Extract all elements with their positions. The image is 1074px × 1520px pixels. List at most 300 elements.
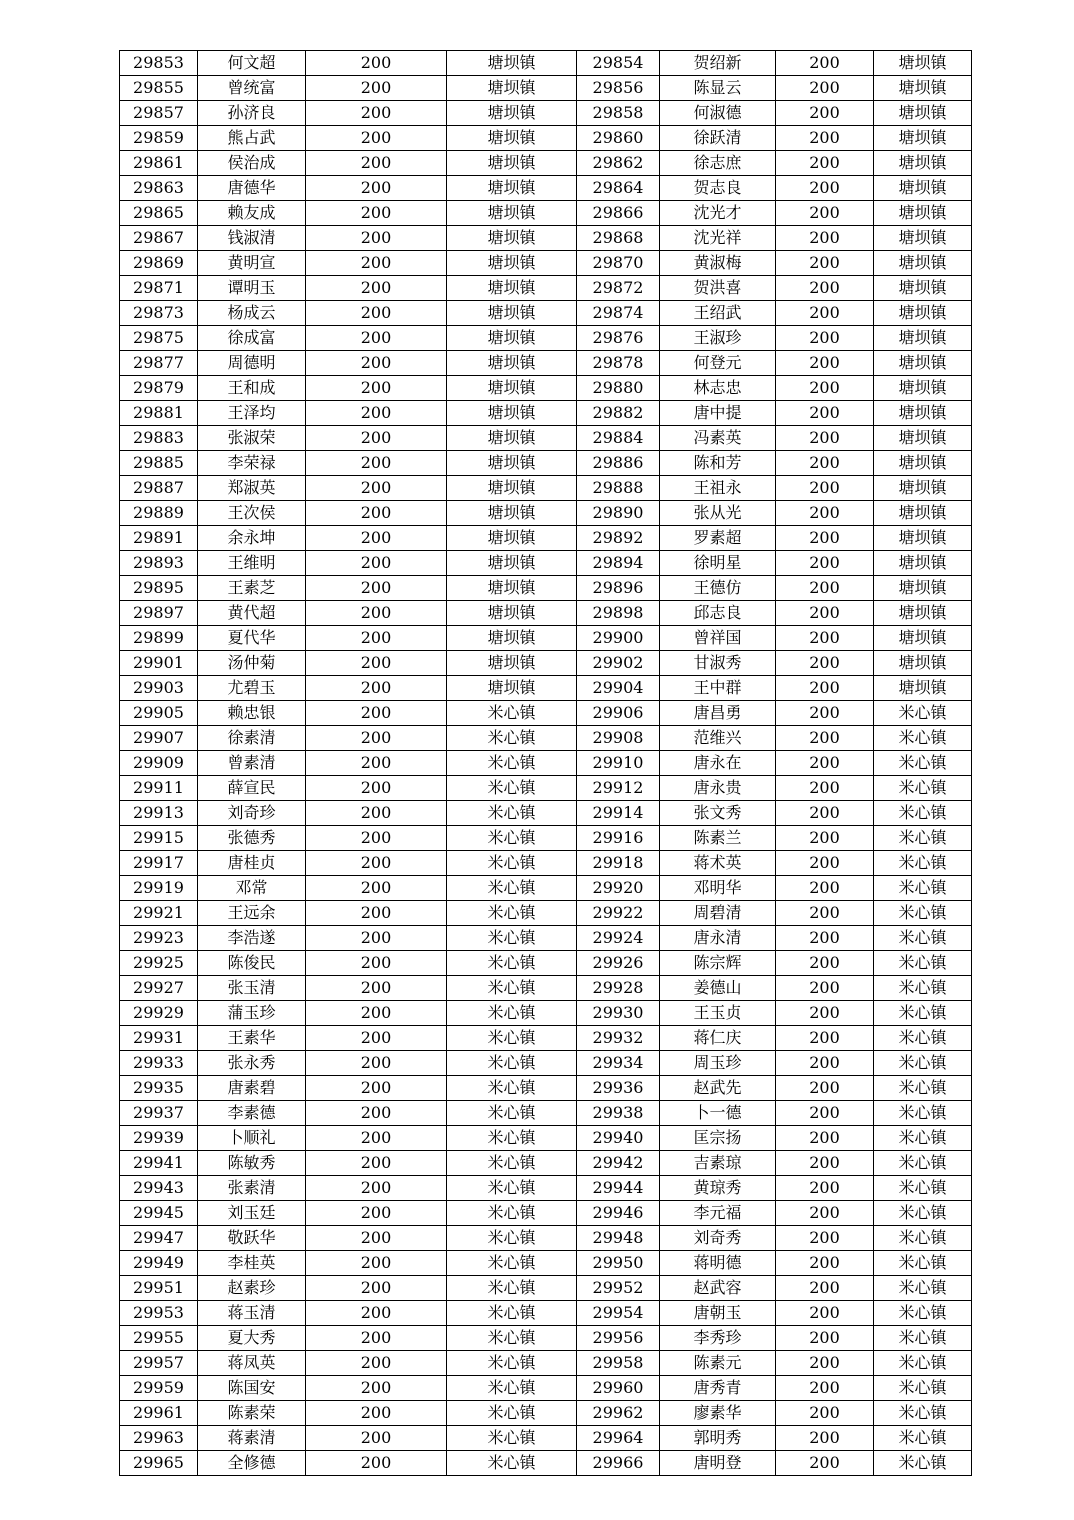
id-cell: 29904 (577, 676, 660, 701)
id-cell: 29868 (577, 226, 660, 251)
town-cell: 米心镇 (447, 951, 577, 976)
id-cell: 29915 (120, 826, 198, 851)
amount-cell: 200 (306, 1401, 447, 1426)
name-cell: 唐昌勇 (660, 701, 776, 726)
name-cell: 周玉珍 (660, 1051, 776, 1076)
table-row (120, 676, 972, 701)
town-cell: 米心镇 (447, 876, 577, 901)
amount-cell: 200 (776, 1376, 874, 1401)
town-cell: 塘坝镇 (874, 501, 972, 526)
table-row (120, 926, 972, 951)
id-cell: 29857 (120, 101, 198, 126)
id-cell: 29916 (577, 826, 660, 851)
name-cell: 陈俊民 (198, 951, 306, 976)
town-cell: 塘坝镇 (874, 151, 972, 176)
table-row (120, 901, 972, 926)
name-cell: 李素德 (198, 1101, 306, 1126)
id-cell: 29960 (577, 1376, 660, 1401)
amount-cell: 200 (306, 201, 447, 226)
id-cell: 29877 (120, 351, 198, 376)
table-row (120, 226, 972, 251)
amount-cell: 200 (306, 251, 447, 276)
town-cell: 塘坝镇 (447, 326, 577, 351)
amount-cell: 200 (306, 1376, 447, 1401)
table-row (120, 726, 972, 751)
town-cell: 塘坝镇 (447, 226, 577, 251)
id-cell: 29882 (577, 401, 660, 426)
table-row (120, 51, 972, 76)
amount-cell: 200 (776, 951, 874, 976)
amount-cell: 200 (776, 1351, 874, 1376)
town-cell: 米心镇 (874, 1401, 972, 1426)
town-cell: 米心镇 (447, 1351, 577, 1376)
amount-cell: 200 (306, 1176, 447, 1201)
town-cell: 米心镇 (874, 801, 972, 826)
amount-cell: 200 (776, 151, 874, 176)
amount-cell: 200 (306, 1301, 447, 1326)
name-cell: 唐素碧 (198, 1076, 306, 1101)
name-cell: 廖素华 (660, 1401, 776, 1426)
table-row (120, 1451, 972, 1476)
table-row (120, 276, 972, 301)
id-cell: 29951 (120, 1276, 198, 1301)
amount-cell: 200 (776, 376, 874, 401)
table-row (120, 1101, 972, 1126)
table-row (120, 851, 972, 876)
id-cell: 29934 (577, 1051, 660, 1076)
amount-cell: 200 (306, 1251, 447, 1276)
name-cell: 蒋玉清 (198, 1301, 306, 1326)
amount-cell: 200 (306, 601, 447, 626)
table-row (120, 401, 972, 426)
amount-cell: 200 (776, 1126, 874, 1151)
id-cell: 29869 (120, 251, 198, 276)
id-cell: 29955 (120, 1326, 198, 1351)
name-cell: 甘淑秀 (660, 651, 776, 676)
amount-cell: 200 (306, 651, 447, 676)
id-cell: 29963 (120, 1426, 198, 1451)
town-cell: 塘坝镇 (447, 501, 577, 526)
name-cell: 张永秀 (198, 1051, 306, 1076)
name-cell: 王德仿 (660, 576, 776, 601)
id-cell: 29938 (577, 1101, 660, 1126)
table-row (120, 1351, 972, 1376)
town-cell: 米心镇 (447, 851, 577, 876)
id-cell: 29919 (120, 876, 198, 901)
name-cell: 张素清 (198, 1176, 306, 1201)
table-row (120, 251, 972, 276)
name-cell: 贺志良 (660, 176, 776, 201)
amount-cell: 200 (776, 726, 874, 751)
name-cell: 李秀珍 (660, 1326, 776, 1351)
amount-cell: 200 (306, 1276, 447, 1301)
name-cell: 陈敏秀 (198, 1151, 306, 1176)
id-cell: 29894 (577, 551, 660, 576)
amount-cell: 200 (776, 501, 874, 526)
amount-cell: 200 (306, 1076, 447, 1101)
table-body (120, 51, 972, 1476)
amount-cell: 200 (306, 1026, 447, 1051)
amount-cell: 200 (306, 1326, 447, 1351)
name-cell: 邓明华 (660, 876, 776, 901)
name-cell: 李荣禄 (198, 451, 306, 476)
table-row (120, 701, 972, 726)
id-cell: 29873 (120, 301, 198, 326)
name-cell: 陈素荣 (198, 1401, 306, 1426)
amount-cell: 200 (776, 76, 874, 101)
town-cell: 米心镇 (447, 1101, 577, 1126)
id-cell: 29881 (120, 401, 198, 426)
amount-cell: 200 (306, 476, 447, 501)
id-cell: 29891 (120, 526, 198, 551)
name-cell: 李浩遂 (198, 926, 306, 951)
id-cell: 29886 (577, 451, 660, 476)
town-cell: 米心镇 (447, 1201, 577, 1226)
town-cell: 米心镇 (874, 1451, 972, 1476)
name-cell: 王玉贞 (660, 1001, 776, 1026)
name-cell: 李桂英 (198, 1251, 306, 1276)
table-row (120, 976, 972, 1001)
id-cell: 29879 (120, 376, 198, 401)
name-cell: 赵素珍 (198, 1276, 306, 1301)
amount-cell: 200 (306, 751, 447, 776)
name-cell: 周德明 (198, 351, 306, 376)
town-cell: 塘坝镇 (874, 176, 972, 201)
town-cell: 米心镇 (874, 1176, 972, 1201)
town-cell: 塘坝镇 (447, 201, 577, 226)
town-cell: 塘坝镇 (447, 176, 577, 201)
name-cell: 陈和芳 (660, 451, 776, 476)
amount-cell: 200 (776, 1151, 874, 1176)
table-row (120, 1226, 972, 1251)
amount-cell: 200 (776, 901, 874, 926)
amount-cell: 200 (306, 351, 447, 376)
table-row (120, 651, 972, 676)
town-cell: 米心镇 (447, 701, 577, 726)
town-cell: 塘坝镇 (874, 676, 972, 701)
table-row (120, 776, 972, 801)
name-cell: 何淑德 (660, 101, 776, 126)
name-cell: 赖忠银 (198, 701, 306, 726)
name-cell: 刘奇秀 (660, 1226, 776, 1251)
id-cell: 29898 (577, 601, 660, 626)
amount-cell: 200 (306, 526, 447, 551)
id-cell: 29950 (577, 1251, 660, 1276)
id-cell: 29895 (120, 576, 198, 601)
amount-cell: 200 (776, 326, 874, 351)
table-row (120, 1051, 972, 1076)
id-cell: 29863 (120, 176, 198, 201)
amount-cell: 200 (776, 1026, 874, 1051)
amount-cell: 200 (776, 126, 874, 151)
town-cell: 塘坝镇 (447, 51, 577, 76)
town-cell: 米心镇 (447, 1051, 577, 1076)
amount-cell: 200 (306, 76, 447, 101)
table-row (120, 1176, 972, 1201)
name-cell: 何文超 (198, 51, 306, 76)
id-cell: 29872 (577, 276, 660, 301)
id-cell: 29892 (577, 526, 660, 551)
name-cell: 徐素清 (198, 726, 306, 751)
id-cell: 29887 (120, 476, 198, 501)
id-cell: 29952 (577, 1276, 660, 1301)
town-cell: 米心镇 (447, 1251, 577, 1276)
name-cell: 王次侯 (198, 501, 306, 526)
name-cell: 曾统富 (198, 76, 306, 101)
name-cell: 贺绍新 (660, 51, 776, 76)
town-cell: 塘坝镇 (447, 676, 577, 701)
town-cell: 米心镇 (874, 926, 972, 951)
name-cell: 冯素英 (660, 426, 776, 451)
id-cell: 29943 (120, 1176, 198, 1201)
amount-cell: 200 (306, 176, 447, 201)
name-cell: 夏大秀 (198, 1326, 306, 1351)
table-row (120, 1201, 972, 1226)
name-cell: 卜一德 (660, 1101, 776, 1126)
name-cell: 唐桂贞 (198, 851, 306, 876)
town-cell: 塘坝镇 (874, 301, 972, 326)
name-cell: 周碧清 (660, 901, 776, 926)
town-cell: 塘坝镇 (447, 451, 577, 476)
id-cell: 29965 (120, 1451, 198, 1476)
id-cell: 29946 (577, 1201, 660, 1226)
town-cell: 塘坝镇 (874, 101, 972, 126)
id-cell: 29880 (577, 376, 660, 401)
town-cell: 米心镇 (874, 876, 972, 901)
id-cell: 29939 (120, 1126, 198, 1151)
town-cell: 米心镇 (874, 1276, 972, 1301)
name-cell: 王祖永 (660, 476, 776, 501)
id-cell: 29901 (120, 651, 198, 676)
name-cell: 蒋仁庆 (660, 1026, 776, 1051)
table-row (120, 576, 972, 601)
amount-cell: 200 (306, 126, 447, 151)
name-cell: 陈素兰 (660, 826, 776, 851)
amount-cell: 200 (306, 326, 447, 351)
id-cell: 29966 (577, 1451, 660, 1476)
name-cell: 王素芝 (198, 576, 306, 601)
amount-cell: 200 (306, 426, 447, 451)
name-cell: 唐秀青 (660, 1376, 776, 1401)
id-cell: 29944 (577, 1176, 660, 1201)
name-cell: 徐志庶 (660, 151, 776, 176)
id-cell: 29876 (577, 326, 660, 351)
id-cell: 29911 (120, 776, 198, 801)
amount-cell: 200 (776, 1276, 874, 1301)
amount-cell: 200 (776, 426, 874, 451)
amount-cell: 200 (306, 276, 447, 301)
amount-cell: 200 (306, 501, 447, 526)
amount-cell: 200 (776, 1001, 874, 1026)
amount-cell: 200 (776, 601, 874, 626)
town-cell: 塘坝镇 (874, 201, 972, 226)
name-cell: 何登元 (660, 351, 776, 376)
id-cell: 29917 (120, 851, 198, 876)
id-cell: 29942 (577, 1151, 660, 1176)
amount-cell: 200 (306, 876, 447, 901)
amount-cell: 200 (306, 451, 447, 476)
amount-cell: 200 (776, 1251, 874, 1276)
town-cell: 塘坝镇 (874, 351, 972, 376)
id-cell: 29864 (577, 176, 660, 201)
id-cell: 29874 (577, 301, 660, 326)
name-cell: 赵武先 (660, 1076, 776, 1101)
id-cell: 29855 (120, 76, 198, 101)
id-cell: 29888 (577, 476, 660, 501)
town-cell: 米心镇 (874, 976, 972, 1001)
town-cell: 塘坝镇 (447, 551, 577, 576)
id-cell: 29903 (120, 676, 198, 701)
name-cell: 陈国安 (198, 1376, 306, 1401)
name-cell: 唐永清 (660, 926, 776, 951)
name-cell: 蒋术英 (660, 851, 776, 876)
name-cell: 敬跃华 (198, 1226, 306, 1251)
name-cell: 唐明登 (660, 1451, 776, 1476)
name-cell: 蒋凤英 (198, 1351, 306, 1376)
name-cell: 曾祥国 (660, 626, 776, 651)
table-row (120, 1326, 972, 1351)
amount-cell: 200 (776, 1051, 874, 1076)
town-cell: 塘坝镇 (447, 476, 577, 501)
town-cell: 塘坝镇 (874, 626, 972, 651)
id-cell: 29890 (577, 501, 660, 526)
town-cell: 塘坝镇 (874, 526, 972, 551)
amount-cell: 200 (776, 1301, 874, 1326)
table-row (120, 476, 972, 501)
name-cell: 张玉清 (198, 976, 306, 1001)
data-table (119, 50, 972, 1476)
id-cell: 29860 (577, 126, 660, 151)
town-cell: 塘坝镇 (874, 126, 972, 151)
id-cell: 29929 (120, 1001, 198, 1026)
town-cell: 米心镇 (447, 1126, 577, 1151)
table-row (120, 1126, 972, 1151)
town-cell: 米心镇 (874, 851, 972, 876)
town-cell: 米心镇 (874, 1351, 972, 1376)
town-cell: 塘坝镇 (874, 426, 972, 451)
name-cell: 王淑珍 (660, 326, 776, 351)
id-cell: 29902 (577, 651, 660, 676)
town-cell: 塘坝镇 (874, 251, 972, 276)
town-cell: 塘坝镇 (447, 626, 577, 651)
town-cell: 塘坝镇 (874, 476, 972, 501)
id-cell: 29924 (577, 926, 660, 951)
id-cell: 29912 (577, 776, 660, 801)
name-cell: 唐朝玉 (660, 1301, 776, 1326)
amount-cell: 200 (776, 926, 874, 951)
id-cell: 29900 (577, 626, 660, 651)
amount-cell: 200 (776, 1176, 874, 1201)
table-row (120, 951, 972, 976)
id-cell: 29921 (120, 901, 198, 926)
amount-cell: 200 (306, 626, 447, 651)
town-cell: 米心镇 (874, 1076, 972, 1101)
amount-cell: 200 (776, 976, 874, 1001)
amount-cell: 200 (306, 901, 447, 926)
amount-cell: 200 (776, 401, 874, 426)
amount-cell: 200 (306, 851, 447, 876)
amount-cell: 200 (776, 651, 874, 676)
id-cell: 29910 (577, 751, 660, 776)
table-row (120, 451, 972, 476)
table-row (120, 1276, 972, 1301)
town-cell: 塘坝镇 (447, 126, 577, 151)
id-cell: 29940 (577, 1126, 660, 1151)
name-cell: 郑淑英 (198, 476, 306, 501)
town-cell: 塘坝镇 (447, 401, 577, 426)
id-cell: 29875 (120, 326, 198, 351)
amount-cell: 200 (306, 676, 447, 701)
table-row (120, 301, 972, 326)
id-cell: 29932 (577, 1026, 660, 1051)
name-cell: 蒋素清 (198, 1426, 306, 1451)
name-cell: 陈素元 (660, 1351, 776, 1376)
town-cell: 米心镇 (874, 1376, 972, 1401)
town-cell: 米心镇 (447, 1226, 577, 1251)
name-cell: 徐明星 (660, 551, 776, 576)
town-cell: 米心镇 (874, 1426, 972, 1451)
town-cell: 塘坝镇 (447, 426, 577, 451)
amount-cell: 200 (306, 401, 447, 426)
amount-cell: 200 (776, 1201, 874, 1226)
amount-cell: 200 (776, 576, 874, 601)
amount-cell: 200 (776, 276, 874, 301)
id-cell: 29909 (120, 751, 198, 776)
amount-cell: 200 (306, 1126, 447, 1151)
amount-cell: 200 (306, 101, 447, 126)
name-cell: 赵武容 (660, 1276, 776, 1301)
table-row (120, 151, 972, 176)
name-cell: 刘奇珍 (198, 801, 306, 826)
town-cell: 米心镇 (874, 776, 972, 801)
id-cell: 29856 (577, 76, 660, 101)
name-cell: 王维明 (198, 551, 306, 576)
amount-cell: 200 (306, 151, 447, 176)
name-cell: 吉素琼 (660, 1151, 776, 1176)
town-cell: 塘坝镇 (874, 576, 972, 601)
name-cell: 李元福 (660, 1201, 776, 1226)
name-cell: 王远余 (198, 901, 306, 926)
table-row (120, 1376, 972, 1401)
id-cell: 29945 (120, 1201, 198, 1226)
amount-cell: 200 (306, 301, 447, 326)
town-cell: 米心镇 (874, 826, 972, 851)
id-cell: 29897 (120, 601, 198, 626)
id-cell: 29906 (577, 701, 660, 726)
amount-cell: 200 (306, 1201, 447, 1226)
name-cell: 贺洪喜 (660, 276, 776, 301)
town-cell: 米心镇 (447, 726, 577, 751)
id-cell: 29884 (577, 426, 660, 451)
amount-cell: 200 (776, 701, 874, 726)
name-cell: 姜德山 (660, 976, 776, 1001)
name-cell: 曾素清 (198, 751, 306, 776)
amount-cell: 200 (306, 1051, 447, 1076)
amount-cell: 200 (306, 951, 447, 976)
town-cell: 米心镇 (874, 1151, 972, 1176)
id-cell: 29962 (577, 1401, 660, 1426)
id-cell: 29928 (577, 976, 660, 1001)
amount-cell: 200 (306, 51, 447, 76)
amount-cell: 200 (306, 376, 447, 401)
table-row (120, 1076, 972, 1101)
amount-cell: 200 (776, 776, 874, 801)
table-row (120, 601, 972, 626)
town-cell: 米心镇 (447, 926, 577, 951)
name-cell: 郭明秀 (660, 1426, 776, 1451)
table-row (120, 1026, 972, 1051)
id-cell: 29941 (120, 1151, 198, 1176)
